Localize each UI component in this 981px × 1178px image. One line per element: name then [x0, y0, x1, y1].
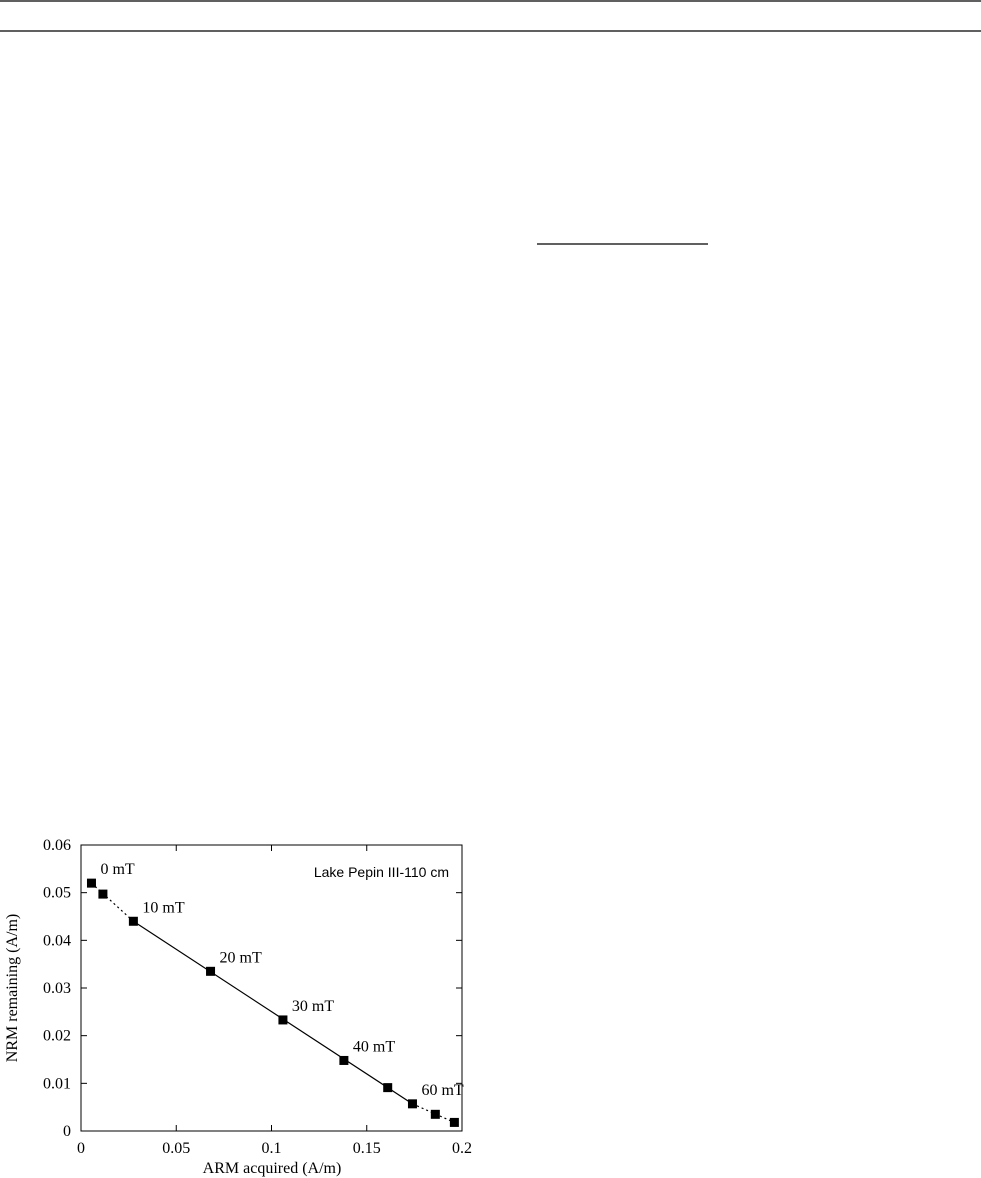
- y-tick-label: 0: [63, 1123, 71, 1140]
- dotted-segment: [91, 883, 133, 921]
- data-point: [339, 1056, 348, 1065]
- x-tick-label: 0: [77, 1140, 85, 1157]
- y-tick-label: 0.01: [43, 1075, 71, 1093]
- point-label: 40 mT: [352, 1038, 396, 1056]
- y-tick-label: 0.04: [43, 932, 71, 950]
- data-point: [278, 1015, 287, 1024]
- data-point: [129, 917, 138, 926]
- axes-layer: [43, 837, 472, 1157]
- data-point: [98, 890, 107, 899]
- data-point: [206, 967, 215, 976]
- data-point: [383, 1083, 392, 1092]
- y-tick-label: 0.02: [43, 1027, 71, 1045]
- x-tick-label: 0.05: [162, 1140, 191, 1157]
- y-tick-label: 0.03: [43, 980, 71, 997]
- chart-annotation: Lake Pepin III-110 cm: [313, 864, 449, 880]
- point-label: 20 mT: [219, 949, 262, 967]
- plot-frame: [81, 845, 462, 1131]
- labels-layer: [100, 861, 463, 1099]
- y-axis-title: NRM remaining (A/m): [4, 913, 21, 1063]
- data-point: [408, 1099, 417, 1108]
- x-tick-label: 0.2: [452, 1140, 472, 1157]
- x-axis-title: ARM acquired (A/m): [202, 1160, 342, 1177]
- data-point: [87, 879, 96, 888]
- lines-layer: [91, 883, 454, 1122]
- y-tick-label: 0.06: [43, 837, 71, 854]
- point-label: 60 mT: [421, 1081, 464, 1099]
- point-label: 0 mT: [100, 861, 135, 879]
- x-tick-label: 0.1: [261, 1140, 282, 1157]
- data-point: [431, 1110, 440, 1119]
- x-tick-label: 0.15: [352, 1140, 381, 1157]
- y-tick-label: 0.05: [43, 884, 71, 902]
- point-label: 10 mT: [142, 899, 185, 917]
- point-label: 30 mT: [291, 997, 335, 1015]
- data-point: [450, 1118, 459, 1127]
- fit-line: [133, 921, 412, 1104]
